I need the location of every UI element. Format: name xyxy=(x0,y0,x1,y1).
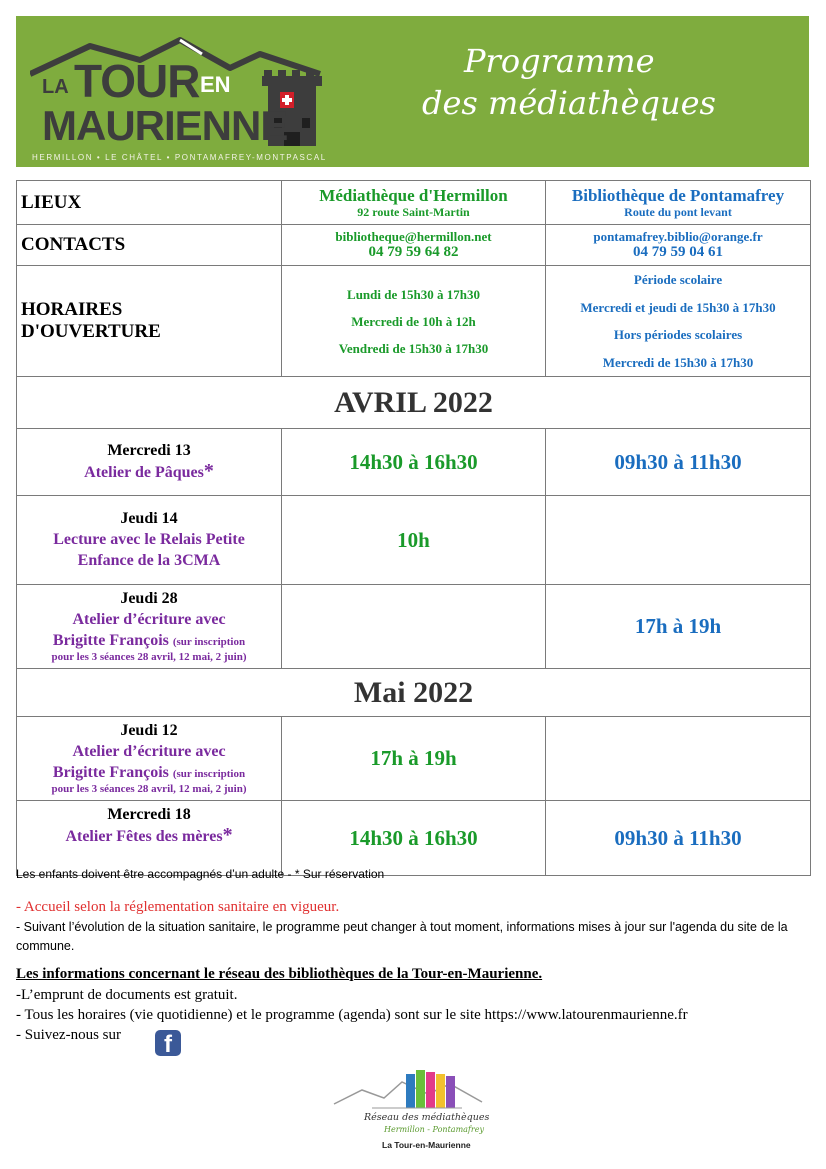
footer-logo-line1: Réseau des médiathèques xyxy=(364,1112,490,1123)
month-april: AVRIL 2022 xyxy=(17,377,811,429)
event-note-2: pour les 3 séances 28 avril, 12 mai, 2 juin) xyxy=(51,651,247,663)
event-day: Mercredi 13 xyxy=(107,442,191,459)
event-day: Jeudi 12 xyxy=(120,722,178,739)
event-title xyxy=(21,825,277,847)
event-pontamafrey-time xyxy=(546,496,811,585)
event-cell xyxy=(17,801,282,876)
event-title-text: Brigitte François xyxy=(52,632,169,649)
table-row xyxy=(17,585,811,669)
page-title-line2: des médiathèques xyxy=(422,84,716,122)
logo-la-text: LA xyxy=(42,76,69,98)
contacts-label: CONTACTS xyxy=(17,225,282,266)
event-pontamafrey-time: 17h à 19h xyxy=(546,585,811,669)
month-row-april xyxy=(17,377,811,429)
horaires-label-line1: HORAIRES xyxy=(21,299,123,320)
pontamafrey-hours-4: Mercredi de 15h30 à 17h30 xyxy=(602,354,754,370)
pontamafrey-hours-1: Période scolaire xyxy=(633,272,723,287)
event-day: Jeudi 28 xyxy=(120,590,178,607)
info-line-1: -L’emprunt de documents est gratuit. xyxy=(16,987,238,1003)
info-heading: Les informations concernant le réseau des bibliothèques de la Tour-en-Maurienne. xyxy=(16,966,543,982)
event-title-line2: Enfance de la 3CMA xyxy=(77,552,221,569)
event-title-line1: Lecture avec le Relais Petite xyxy=(53,531,245,548)
hermillon-phone: 04 79 59 64 82 xyxy=(368,244,459,260)
event-pontamafrey-time: 09h30 à 11h30 xyxy=(546,429,811,496)
evolution-note: - Suivant l’évolution de la situation sanitaire, le programme peut changer à tout moment, informations mises à jour sur l'agenda du site de la commune. xyxy=(16,920,788,953)
hermillon-place xyxy=(282,181,546,225)
pontamafrey-name: Bibliothèque de Pontamafrey xyxy=(571,186,785,205)
event-title-line1: Atelier d’écriture avec xyxy=(72,743,226,760)
table-row xyxy=(17,496,811,585)
table-row-contacts xyxy=(17,225,811,266)
event-title-line2 xyxy=(21,762,277,783)
footer-logo-line3: La Tour-en-Maurienne xyxy=(382,1140,471,1150)
month-row-may xyxy=(17,669,811,717)
horaires-label-line2: D'OUVERTURE xyxy=(21,321,161,342)
event-hermillon-time: 14h30 à 16h30 xyxy=(282,801,546,876)
pontamafrey-contact xyxy=(546,225,811,266)
event-note-1: (sur inscription xyxy=(172,636,246,648)
info-line-3: - Suivez-nous sur xyxy=(16,1027,121,1043)
table-row-lieux xyxy=(17,181,811,225)
event-hermillon-time: 10h xyxy=(282,496,546,585)
pontamafrey-phone: 04 79 59 04 61 xyxy=(633,244,723,260)
event-title-text: Atelier de Pâques xyxy=(84,464,204,481)
month-may: Mai 2022 xyxy=(17,669,811,717)
event-cell xyxy=(17,429,282,496)
footer-logo-line2: Hermillon - Pontamafrey xyxy=(384,1125,484,1134)
event-cell xyxy=(17,585,282,669)
town-logo xyxy=(30,34,350,162)
event-title xyxy=(21,461,277,483)
event-hermillon-time: 14h30 à 16h30 xyxy=(282,429,546,496)
table-row-horaires xyxy=(17,266,811,377)
hermillon-hours-3: Vendredi de 15h30 à 17h30 xyxy=(338,340,489,356)
pontamafrey-hours-2: Mercredi et jeudi de 15h30 à 17h30 xyxy=(580,299,776,315)
table-row xyxy=(17,429,811,496)
event-hermillon-time xyxy=(282,585,546,669)
info-line-2[interactable]: - Tous les horaires (vie quotidienne) et le programme (agenda) sont sur le site https://www.latourenmaurienne.fr xyxy=(16,1007,688,1023)
hermillon-email[interactable]: bibliotheque@hermillon.net xyxy=(335,229,492,244)
page-title-line1: Programme xyxy=(464,42,655,80)
logo-maurienne-text: MAURIENNE xyxy=(42,102,288,149)
event-day: Mercredi 18 xyxy=(107,806,191,823)
logo-tour-text: TOUR xyxy=(74,55,200,107)
hermillon-contact xyxy=(282,225,546,266)
pontamafrey-hours-3: Hors périodes scolaires xyxy=(613,327,743,342)
library-network-logo xyxy=(332,1068,492,1158)
event-title-text: Brigitte François xyxy=(52,764,169,781)
children-note: Les enfants doivent être accompagnés d’un adulte - * Sur réservation xyxy=(16,867,385,881)
pontamafrey-address: Route du pont levant xyxy=(624,205,732,219)
hermillon-hours xyxy=(282,266,546,377)
reservation-star: * xyxy=(203,460,214,482)
event-note-1: (sur inscription xyxy=(172,768,246,780)
hermillon-hours-1: Lundi de 15h30 à 17h30 xyxy=(347,286,480,302)
event-title-line2 xyxy=(21,630,277,651)
event-day: Jeudi 14 xyxy=(120,510,178,527)
table-row xyxy=(17,801,811,876)
event-cell xyxy=(17,496,282,585)
event-note-2: pour les 3 séances 28 avril, 12 mai, 2 juin) xyxy=(51,783,247,795)
lieux-label: LIEUX xyxy=(17,181,282,225)
hermillon-hours-2: Mercredi de 10h à 12h xyxy=(351,313,476,329)
pontamafrey-email[interactable]: pontamafrey.biblio@orange.fr xyxy=(593,229,763,244)
reservation-star: * xyxy=(222,824,233,846)
horaires-label xyxy=(17,266,282,377)
schedule-table xyxy=(16,180,811,876)
event-title-text: Atelier Fêtes des mères xyxy=(65,828,223,845)
logo-villages-text: HERMILLON • LE CHÂTEL • PONTAMAFREY-MONTPASCAL xyxy=(32,153,327,162)
sanitary-note: - Accueil selon la réglementation sanitaire en vigueur. xyxy=(16,899,340,915)
pontamafrey-hours xyxy=(546,266,811,377)
event-pontamafrey-time: 09h30 à 11h30 xyxy=(546,801,811,876)
header-banner xyxy=(16,16,809,167)
pontamafrey-place xyxy=(546,181,811,225)
logo-en-text: EN xyxy=(200,72,231,97)
event-cell xyxy=(17,717,282,801)
facebook-icon[interactable]: f xyxy=(155,1030,181,1056)
table-row xyxy=(17,717,811,801)
event-hermillon-time: 17h à 19h xyxy=(282,717,546,801)
event-pontamafrey-time xyxy=(546,717,811,801)
hermillon-address: 92 route Saint-Martin xyxy=(357,205,470,219)
hermillon-name: Médiathèque d'Hermillon xyxy=(319,186,508,205)
event-title-line1: Atelier d’écriture avec xyxy=(72,611,226,628)
